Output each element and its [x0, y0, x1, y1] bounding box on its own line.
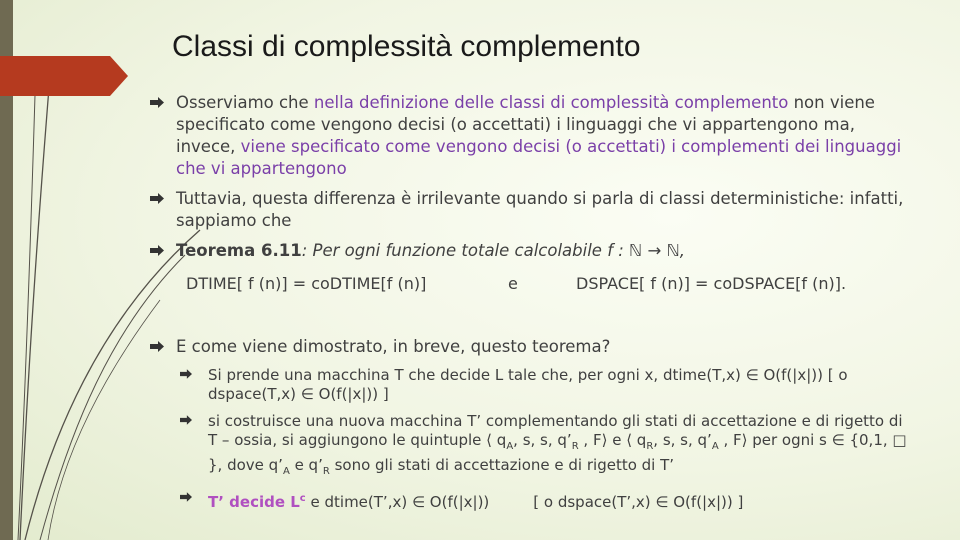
bullet-2 — [150, 188, 910, 232]
sub-bullet-3-text: e dtime(T’,x) ∈ O(f(|x|)) — [305, 493, 490, 511]
theorem-text: : Per ogni funzione totale calcolabile f : ℕ → ℕ, — [301, 241, 686, 260]
sub-bullet-3-alt: [ o dspace(T’,x) ∈ O(f(|x|)) ] — [533, 493, 744, 511]
bullet-1-highlight-a: nella definizione delle classi di complessità complemento — [313, 93, 789, 112]
sub-bullet-3 — [180, 489, 910, 512]
bullet-2-text: Tuttavia, questa differenza è irrilevante quando si parla di classi deterministiche: infatti, sappiamo che — [176, 189, 904, 230]
bullet-1 — [150, 92, 910, 180]
sub-bullet-1-text: Si prende una macchina T che decide L tale che, per ogni x, dtime(T,x) ∈ O(f(|x|)) [ o dspace(T,x) ∈ O(f(|x|)) ] — [208, 366, 848, 403]
equation-dtime: DTIME[ f (n)] = coDTIME[f (n)] — [186, 274, 427, 293]
sub-bullet-2-text: si costruisce una nuova macchina T’ complementando gli stati di accettazione e di rigetto di T – ossia, si aggiungono le quintuple ⟨ q — [208, 412, 903, 449]
bullet-4-question — [150, 336, 910, 358]
slide-content — [150, 92, 910, 520]
sub-bullet-2-text: e q’ — [289, 456, 323, 474]
sub-bullet-1 — [180, 366, 910, 404]
equation-dspace: DSPACE[ f (n)] = coDSPACE[f (n)]. — [576, 274, 847, 293]
sub-bullet-3-lead: T’ decide L — [208, 493, 300, 511]
arrow-right-icon — [150, 193, 164, 204]
sub-bullet-2 — [180, 412, 910, 481]
subscript: A — [711, 441, 719, 452]
theorem-equations — [150, 274, 910, 304]
sub-bullet-2-text: sono gli stati di accettazione e di rigetto di T’ — [329, 456, 675, 474]
equation-connector: e — [508, 274, 518, 293]
subscript: A — [282, 466, 290, 477]
bullet-3-theorem — [150, 240, 910, 262]
arrow-right-icon — [150, 97, 164, 108]
title-accent-tab — [0, 56, 128, 96]
arrow-right-icon — [180, 415, 192, 425]
subscript: R — [571, 441, 579, 452]
bullet-1-text-b: non viene specificato come vengono decisi (o accettati) i linguaggi che vi appartengono ma, invece, — [176, 93, 875, 156]
subscript: R — [646, 441, 654, 452]
subscript: A — [506, 441, 514, 452]
superscript: c — [299, 493, 306, 504]
question-text: E come viene dimostrato, in breve, questo teorema? — [176, 337, 611, 356]
arrow-right-icon — [150, 341, 164, 352]
sub-bullet-2-text: , s, s, q’ — [653, 431, 712, 449]
slide-title: Classi di complessità complemento — [172, 30, 641, 63]
bullet-1-highlight-b: viene specificato come vengono decisi (o accettati) i complementi dei linguaggi che vi appartengono — [176, 137, 902, 178]
sub-bullet-2-text: , F⟩ e ⟨ q — [578, 431, 647, 449]
sub-bullet-2-text: , s, s, q’ — [513, 431, 572, 449]
arrow-right-icon — [150, 245, 164, 256]
arrow-right-icon — [180, 369, 192, 379]
arrow-right-icon — [180, 492, 192, 502]
sub-bullet-2-text: , F⟩ per ogni s ∈ {0,1, □ }, dove q’ — [208, 431, 907, 474]
theorem-label: Teorema 6.11 — [176, 241, 302, 260]
subscript: R — [322, 466, 330, 477]
bullet-1-text-a: Osserviamo che — [176, 93, 314, 112]
